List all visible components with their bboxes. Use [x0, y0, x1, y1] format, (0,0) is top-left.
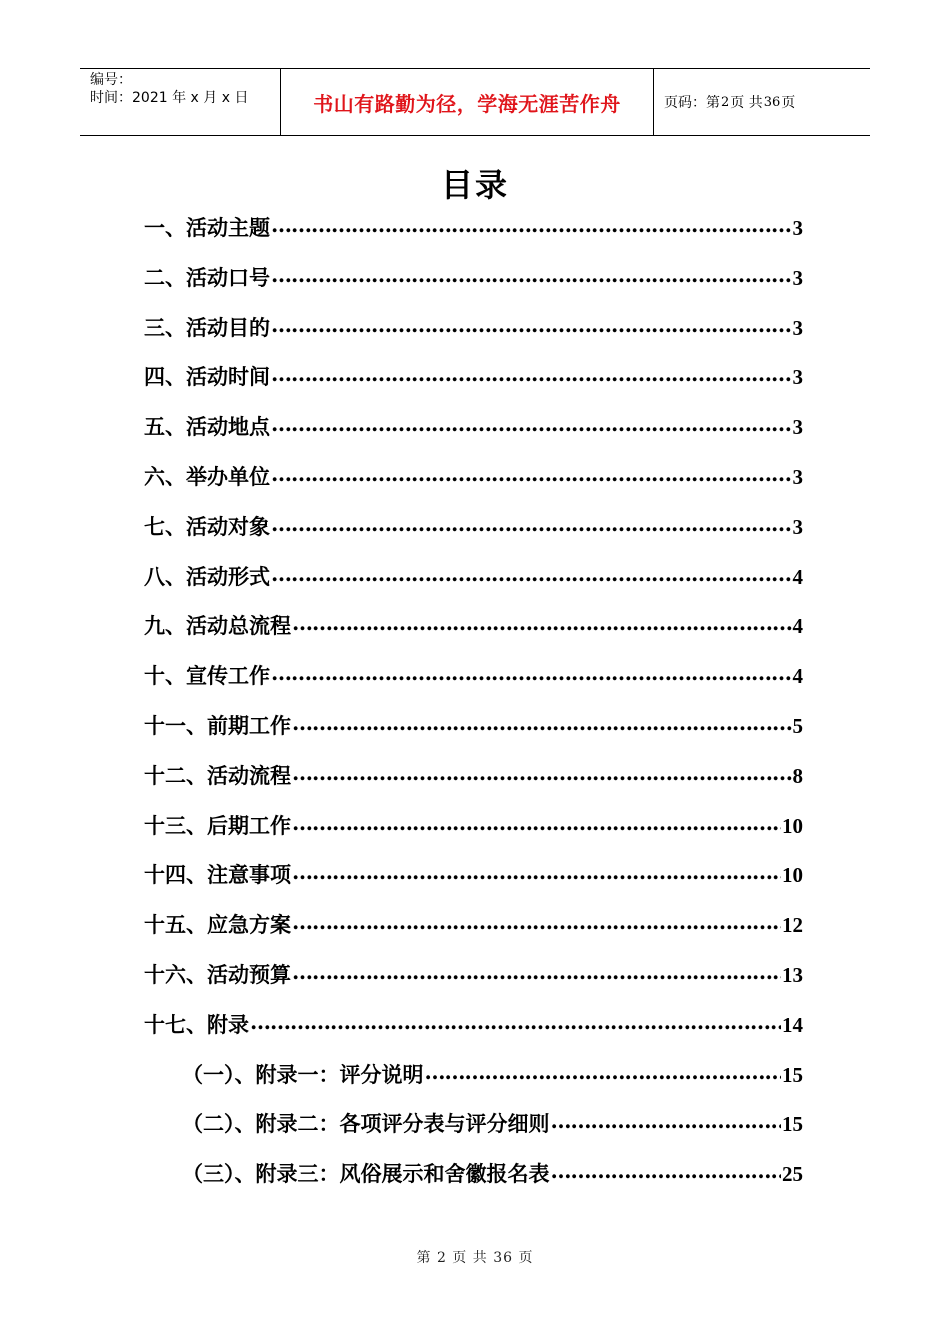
toc-entry-label: 十三、后期工作 — [144, 812, 291, 838]
toc-entry-page: 4 — [792, 614, 803, 639]
toc-entry-page: 3 — [792, 514, 803, 539]
toc-entry[interactable] — [144, 212, 803, 248]
toc-leader-dots — [292, 961, 781, 982]
toc-entry-page: 15 — [782, 1062, 803, 1087]
toc-entry-label: 二、活动口号 — [144, 264, 270, 290]
toc-entry[interactable] — [144, 511, 803, 547]
toc-leader-dots — [271, 264, 792, 285]
toc-entry-label: （一）、附录一：评分说明 — [182, 1061, 424, 1087]
toc-entry-page: 4 — [792, 564, 803, 589]
toc-leader-dots — [292, 861, 781, 882]
page-total: 36 — [763, 94, 781, 110]
toc-entry[interactable] — [182, 1108, 803, 1144]
toc-entry-page: 3 — [792, 465, 803, 489]
toc-leader-dots — [271, 463, 792, 484]
toc-entry-label: 九、活动总流程 — [144, 613, 291, 639]
toc-entry-page: 5 — [792, 714, 803, 738]
toc-entry-page: 3 — [792, 216, 803, 240]
toc-entry-page: 3 — [792, 265, 803, 290]
toc-leader-dots — [271, 214, 792, 235]
toc-entry[interactable] — [144, 312, 803, 348]
header-page-cell — [654, 69, 870, 135]
toc-title: 目录 — [440, 166, 509, 204]
header-motto: 书山有路勤为径，学海无涯苦作舟 — [313, 91, 621, 116]
toc-leader-dots — [292, 812, 781, 833]
toc-entry-page: 4 — [792, 664, 803, 689]
toc-entry-label: 十二、活动流程 — [144, 762, 291, 788]
toc-leader-dots — [292, 911, 781, 932]
toc-entry-label: 六、举办单位 — [144, 464, 270, 489]
page-header — [80, 68, 870, 136]
toc-entry-label: 四、活动时间 — [144, 364, 270, 390]
toc-entry[interactable] — [144, 959, 803, 995]
toc-entry-label: 一、活动主题 — [144, 215, 270, 240]
toc-leader-dots — [271, 662, 792, 683]
toc-leader-dots — [551, 1110, 782, 1131]
page-prefix: 页码：第 — [664, 95, 720, 111]
toc-leader-dots — [271, 363, 792, 384]
header-motto-cell — [281, 69, 654, 135]
toc-entry-page: 3 — [792, 365, 803, 390]
toc-entry[interactable] — [144, 1009, 803, 1045]
toc-leader-dots — [551, 1160, 782, 1181]
toc-leader-dots — [425, 1061, 782, 1082]
toc-entry-label: 十四、注意事项 — [144, 862, 291, 888]
toc-leader-dots — [292, 762, 792, 783]
toc-entry-label: （二）、附录二：各项评分表与评分细则 — [182, 1111, 550, 1137]
serial-number-label: 编号： — [90, 72, 132, 88]
toc-entry-page: 12 — [782, 913, 803, 938]
toc-entry-label: 十、宣传工作 — [144, 663, 270, 689]
time-label: 时间：2021 年 x 月 x 日 — [90, 90, 249, 106]
toc-entry[interactable] — [144, 262, 803, 298]
toc-entry-label: （三）、附录三：风俗展示和舍徽报名表 — [182, 1161, 550, 1187]
toc-leader-dots — [271, 563, 792, 584]
header-info-cell — [80, 69, 281, 135]
toc-leader-dots — [271, 413, 792, 434]
toc-entry[interactable] — [144, 810, 803, 846]
toc-leader-dots — [250, 1011, 781, 1032]
toc-entry[interactable] — [144, 909, 803, 945]
toc-entry-label: 七、活动对象 — [144, 513, 270, 539]
toc-entry[interactable] — [144, 859, 803, 895]
toc-entry-label: 十一、前期工作 — [144, 713, 291, 738]
toc-entry-page: 15 — [782, 1112, 803, 1137]
toc-entry-label: 十五、应急方案 — [144, 912, 291, 938]
toc-entry-page: 8 — [792, 763, 803, 788]
page-footer: 第 2 页 共 36 页 — [416, 1250, 534, 1266]
toc-entry-page: 10 — [782, 863, 803, 888]
toc-entry[interactable] — [144, 710, 803, 746]
toc-entry[interactable] — [144, 610, 803, 646]
toc-entry[interactable] — [144, 461, 803, 497]
toc-entry-label: 十六、活动预算 — [144, 962, 291, 987]
toc-entry-page: 13 — [782, 963, 803, 987]
page-current: 2 — [721, 94, 730, 110]
toc-entry[interactable] — [144, 361, 803, 397]
toc-entry-label: 三、活动目的 — [144, 314, 270, 340]
toc-entry-page: 3 — [792, 315, 803, 340]
toc-leader-dots — [271, 314, 792, 335]
toc-entry-page: 10 — [782, 813, 803, 838]
toc-entry[interactable] — [144, 561, 803, 597]
toc-entry[interactable] — [182, 1059, 803, 1095]
toc-entry-label: 十七、附录 — [144, 1011, 249, 1037]
toc-entry[interactable] — [144, 760, 803, 796]
toc-entry[interactable] — [144, 660, 803, 696]
page-suffix: 页 — [781, 95, 796, 111]
toc-entry-page: 3 — [792, 415, 803, 440]
page-mid: 页 共 — [730, 95, 763, 111]
toc-leader-dots — [271, 513, 792, 534]
toc-entry-page: 14 — [782, 1012, 803, 1037]
toc-entry-label: 八、活动形式 — [144, 563, 270, 589]
toc-leader-dots — [292, 712, 792, 733]
toc-entry-page: 25 — [782, 1162, 803, 1187]
toc-leader-dots — [292, 612, 792, 633]
toc-entry[interactable] — [182, 1158, 803, 1194]
toc-entry-label: 五、活动地点 — [144, 414, 270, 440]
toc-entry[interactable] — [144, 411, 803, 447]
